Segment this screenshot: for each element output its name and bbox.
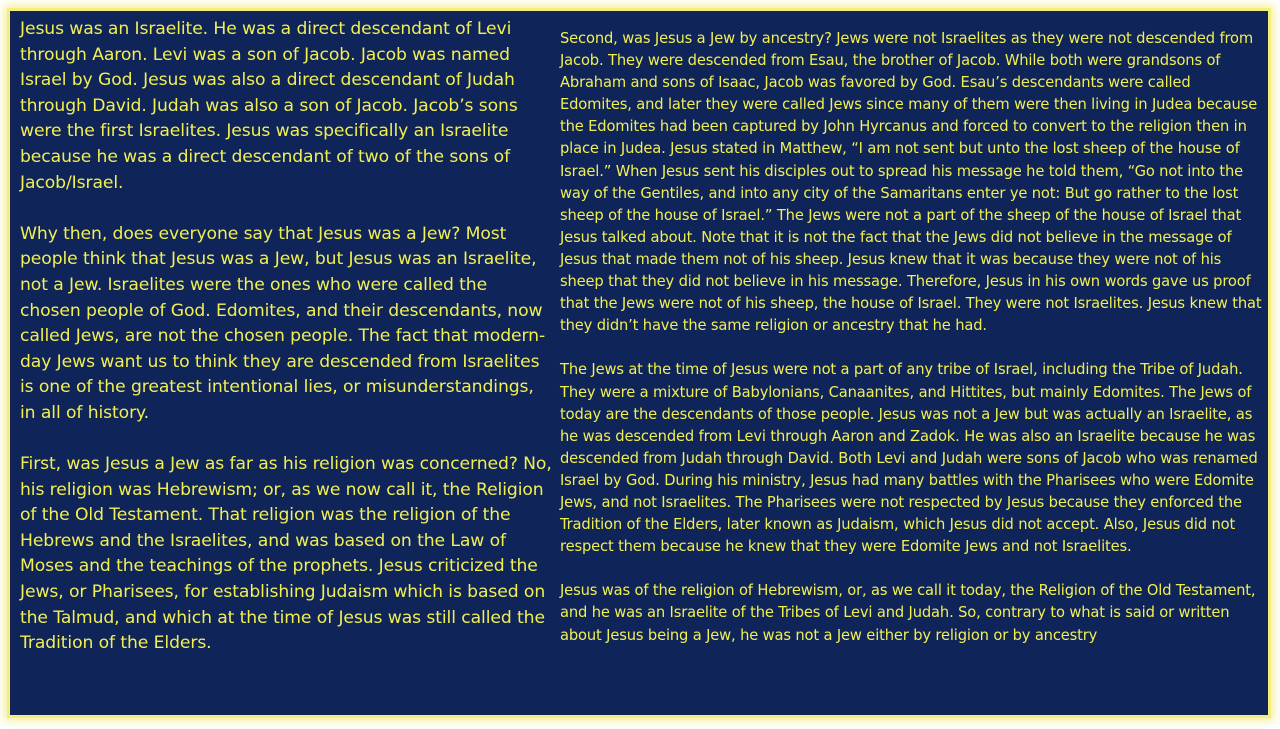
left-paragraph-1: Jesus was an Israelite. He was a direct descendant of Levi through Aaron. Levi was a son of Jacob. Jacob was named Israel by God. Jesus was also a direct descendant of Judah through David. Judah was also a son of Jacob. Jacob’s sons were the first Israelites. Jesus was specifically an Israelite because he was a direct descendant of two of the sons of Jacob/Israel. — [20, 19, 518, 193]
text-panel — [7, 8, 1271, 718]
right-text-column — [560, 28, 1265, 647]
left-text-column — [20, 17, 552, 657]
right-paragraph-1: Second, was Jesus a Jew by ancestry? Jews were not Israelites as they were not descended from Jacob. They were descended from Esau, the brother of Jacob. While both were grandsons of Abraham and sons of Isaac, Jacob was favored by God. Esau’s descendants were called Edomites, and later they were called Jews since many of them were then living in Judea because the Edomites had been captured by John Hyrcanus and forced to convert to the religion then in place in Judea. Jesus stated in Matthew, “I am not sent but unto the lost sheep of the house of Israel.” When Jesus sent his disciples out to spread his message he told them, “Go not into the way of the Gentiles, and into any city of the Samaritans enter ye not: But go rather to the lost sheep of the house of Israel.” The Jews were not a part of the sheep of the house of Israel that Jesus talked about. Note that it is not the fact that the Jews did not believe in the message of Jesus that made them not of his sheep. Jesus knew that it was because they were not of his sheep that they did not believe in his message. Therefore, Jesus in his own words gave us proof that the Jews were not of his sheep, the house of Israel. They were not Israelites. Jesus knew that they didn’t have the same religion or ancestry that he had. — [560, 30, 1262, 335]
left-paragraph-3: First, was Jesus a Jew as far as his religion was concerned? No, his religion was Hebrewism; or, as we now call it, the Religion of the Old Testament. That religion was the religion of the Hebrews and the Israelites, and was based on the Law of Moses and the teachings of the prophets. Jesus criticized the Jews, or Pharisees, for establishing Judaism which is based on the Talmud, and which at the time of Jesus was still called the Tradition of the Elders. — [20, 454, 552, 654]
right-paragraph-3: Jesus was of the religion of Hebrewism, or, as we call it today, the Religion of the Old Testament, and he was an Israelite of the Tribes of Levi and Judah. So, contrary to what is said or written about Jesus being a Jew, he was not a Jew either by religion or by ancestry — [560, 582, 1256, 644]
right-paragraph-2: The Jews at the time of Jesus were not a part of any tribe of Israel, including the Tribe of Judah. They were a mixture of Babylonians, Canaanites, and Hittites, but mainly Edomites. The Jews of today are the descendants of those people. Jesus was not a Jew but was actually an Israelite, as he was descended from Levi through Aaron and Zadok. He was also an Israelite because he was descended from Judah through David. Both Levi and Judah were sons of Jacob who was renamed Israel by God. During his ministry, Jesus had many battles with the Pharisees who were Edomite Jews, and not Israelites. The Pharisees were not respected by Jesus because they enforced the Tradition of the Elders, later known as Judaism, which Jesus did not accept. Also, Jesus did not respect them because he knew that they were Edomite Jews and not Israelites. — [560, 361, 1258, 556]
left-paragraph-2: Why then, does everyone say that Jesus was a Jew? Most people think that Jesus was a Jew, but Jesus was an Israelite, not a Jew. Israelites were the ones who were called the chosen people of God. Edomites, and their descendants, now called Jews, are not the chosen people. The fact that modern-day Jews want us to think they are descended from Israelites is one of the greatest intentional lies, or misunderstandings, in all of history. — [20, 223, 546, 423]
